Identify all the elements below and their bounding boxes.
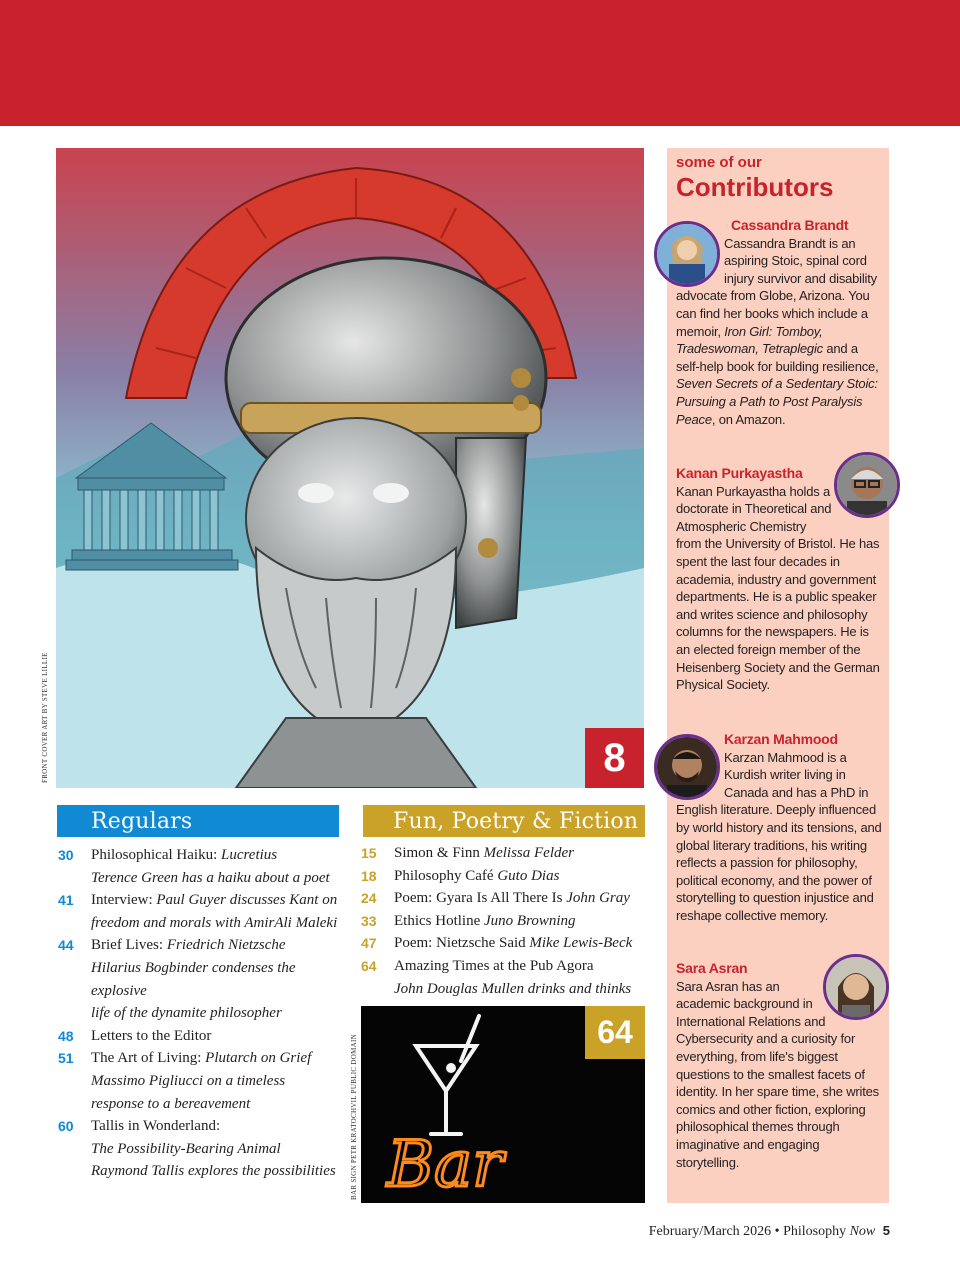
item-title: Tallis in Wonderland: (91, 1118, 221, 1135)
list-item[interactable] (58, 1047, 348, 1115)
list-item[interactable] (361, 842, 651, 865)
contributor-name: Karzan Mahmood (724, 731, 838, 747)
page-footer (649, 1223, 890, 1240)
contributor-bio-sara: Sara Asran Sara Asran has an academic background in International Relations and Cybersecurity and a curiosity for everything, from life's biggest questions to the smallest facets of identity. In her spare time, she writes comics and other fiction, exploring philosophical themes through imaginative and engaging storytelling. (676, 960, 883, 1171)
cover-art-credit: FRONT COVER ART BY STEVE LILLIE (41, 652, 49, 783)
footer-bullet: • (774, 1224, 780, 1239)
bar-image-credit: BAR SIGN PETR KRATOCHVIL PUBLIC DOMAIN (350, 1034, 358, 1200)
list-item[interactable] (58, 934, 348, 1024)
page-number: 33 (361, 912, 377, 929)
list-item[interactable] (361, 865, 651, 888)
list-item[interactable] (361, 932, 651, 955)
item-subtitle: John Douglas Mullen drinks and thinks (394, 980, 632, 997)
cover-illustration (56, 148, 644, 788)
item-title-italic: Friedrich Nietzsche (166, 937, 286, 954)
list-item[interactable] (361, 910, 651, 933)
page-number: 18 (361, 867, 377, 884)
regulars-header: Regulars (57, 805, 339, 837)
page-number: 60 (58, 1118, 74, 1135)
item-subtitle: Terence Green has a haiku about a poet (91, 869, 330, 886)
item-subtitle: response to a bereavement (91, 1095, 251, 1112)
item-title: The Art of Living: (91, 1050, 206, 1067)
magazine-name: Philosophy Now (783, 1224, 876, 1239)
item-title-italic: Paul Guyer discusses Kant on (156, 892, 338, 909)
top-red-band (0, 0, 960, 126)
contributors-title: Contributors (676, 172, 834, 202)
item-author: Juno Browning (484, 912, 576, 929)
list-item[interactable] (361, 955, 651, 1000)
issue-date: February/March 2026 (648, 1224, 772, 1239)
item-title: Philosophical Haiku: (91, 847, 221, 863)
page-number: 64 (361, 957, 377, 974)
page-number: 48 (58, 1027, 74, 1044)
list-item[interactable] (58, 889, 348, 934)
page-number: 41 (58, 892, 74, 909)
bar-image-page-badge[interactable]: 64 (585, 1006, 645, 1059)
list-item[interactable] (58, 1025, 348, 1048)
item-title: Brief Lives: (91, 937, 167, 954)
item-author: Mike Lewis-Beck (529, 935, 633, 952)
item-title: Ethics Hotline (394, 912, 484, 929)
contributor-name: Sara Asran (676, 960, 748, 976)
item-subtitle: Hilarius Bogbinder condenses the explosive (91, 959, 296, 999)
list-item[interactable] (361, 887, 651, 910)
item-title-italic: Plutarch on Grief (205, 1050, 312, 1067)
item-subtitle: Massimo Pigliucci on a timeless (91, 1072, 286, 1089)
item-title: Poem: Nietzsche Said (394, 935, 530, 952)
contributor-bio-cassandra: Cassandra Brandt Cassandra Brandt is an aspiring Stoic, spinal cord injury survivor and disability advocate from Globe, Arizona. You can find her books which include a memoir, Iron Girl: Tomboy, Tradeswoman, Tetraplegic and a self-help book for building resilience, Seven Secrets of a Sedentary Stoic: Pursuing a Path to Post Paralysis Peace, on Amazon. (676, 217, 883, 428)
item-title: Poem: Gyara Is All There Is (394, 890, 567, 907)
item-title: Interview: (91, 892, 157, 909)
contributor-name: Cassandra Brandt (731, 217, 849, 233)
item-title: Letters to the Editor (91, 1027, 212, 1044)
contributor-bio-karzan: Karzan Mahmood Karzan Mahmood is a Kurdish writer living in Canada and has a PhD in English literature. Deeply influenced by world history and its tensions, and global literary traditions, his writing reflects a passion for philosophy, political economy, and the power of storytelling to question injustice and reshape collective memory. (676, 731, 882, 923)
page-number: 44 (58, 937, 74, 954)
contributor-bio-kanan: Kanan Purkayastha Kanan Purkayastha holds a doctorate in Theoretical and Atmospheric Chemistry from the University of Bristol. He has spent the last four decades in academia, industry and government departments. He is a public speaker and writes science and philosophy columns for the newspapers. He is an elected foreign member of the Heisenberg Society and the German Physical Society. (676, 465, 883, 694)
contributors-panel (667, 148, 889, 1203)
item-title: Amazing Times at the Pub Agora (394, 957, 594, 974)
page-number: 51 (58, 1050, 74, 1067)
page-number-footer: 5 (882, 1223, 890, 1238)
contributor-name: Kanan Purkayastha (676, 465, 803, 481)
neon-bar-text: Bar (387, 1128, 503, 1202)
page-number: 15 (361, 845, 377, 861)
item-title: Philosophy Café (394, 867, 498, 884)
page-number: 47 (361, 935, 377, 952)
item-title: Simon & Finn (394, 845, 484, 861)
contributors-kicker: some of our (676, 154, 762, 171)
list-item[interactable] (58, 1115, 348, 1183)
item-author: Guto Dias (497, 867, 560, 884)
item-subtitle: life of the dynamite philosopher (91, 1005, 282, 1022)
item-subtitle: freedom and morals with AmirAli Maleki (91, 914, 338, 931)
page-number: 24 (361, 890, 377, 907)
fun-poetry-fiction-list (361, 842, 651, 1000)
fun-poetry-fiction-header: Fun, Poetry & Fiction (363, 805, 645, 837)
item-subtitle: Raymond Tallis explores the possibilities (91, 1163, 336, 1180)
item-subtitle: The Possibility-Bearing Animal (91, 1140, 281, 1157)
roman-bust-illustration (56, 148, 644, 788)
cover-page-badge[interactable]: 8 (585, 728, 644, 788)
regulars-list (58, 844, 348, 1183)
item-author: John Gray (566, 890, 630, 907)
page-number: 30 (58, 847, 74, 863)
item-title-italic: Lucretius (221, 847, 278, 863)
item-author: Melissa Felder (483, 845, 575, 861)
list-item[interactable] (58, 844, 348, 889)
